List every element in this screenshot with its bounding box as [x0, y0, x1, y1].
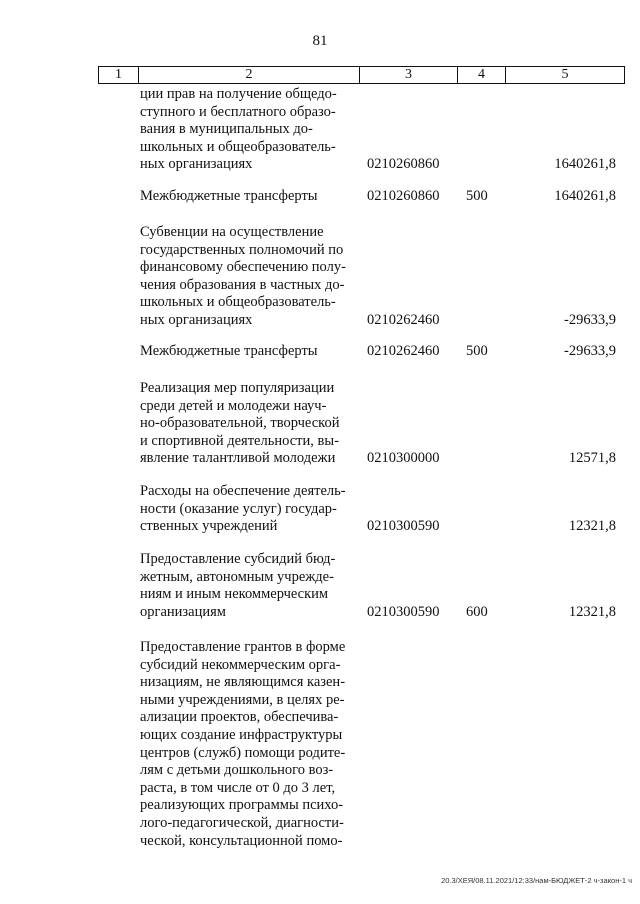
row-name-line: Субвенции на осуществление [140, 224, 324, 240]
row-name-line: организациям [140, 603, 226, 620]
row-amount: 12321,8 [568, 518, 616, 535]
row-amount: -29633,9 [564, 343, 616, 359]
row-name-line: и спортивной деятельности, вы- [140, 432, 339, 449]
row-name-line: ности (оказание услуг) государ- [140, 500, 337, 517]
row-code: 0210260860 [367, 188, 440, 204]
table-header-row [98, 66, 625, 84]
row-name-line: финансовому обеспечению полу- [140, 259, 346, 276]
row-name-line: вания в муниципальных до- [140, 121, 313, 138]
row-name-line: школьных и общеобразователь- [140, 294, 336, 311]
row-name-line: ных организациях [140, 311, 253, 328]
header-col-5: 5 [561, 67, 569, 82]
row-name-line: ных организациях [140, 156, 253, 173]
row-name-line: ными учреждениями, в целях ре- [140, 691, 345, 708]
row-name-line: среди детей и молодежи науч- [140, 397, 327, 414]
row-name [140, 380, 356, 468]
row-name [140, 86, 356, 174]
row-type: 600 [466, 603, 488, 620]
row-code: 0210262460 [367, 343, 440, 359]
row-name-line: лям с детьми дошкольного воз- [140, 762, 334, 779]
row-code: 0210300590 [367, 518, 440, 535]
row-type: 500 [466, 343, 488, 359]
row-amount: 12571,8 [568, 450, 616, 467]
row-name-line: ческой, консультационной помо- [140, 832, 343, 849]
row-name-line: ственных учреждений [140, 518, 278, 535]
row-name-line: ализации проектов, обеспечива- [140, 709, 339, 726]
row-amount: -29633,9 [564, 312, 616, 328]
row-name-line: но-образовательной, творческой [140, 415, 340, 432]
row-name [140, 224, 356, 330]
row-name-line: Предоставление грантов в форме [140, 639, 346, 655]
row-code: 0210262460 [367, 312, 440, 328]
row-name-line: государственных полномочий по [140, 241, 344, 258]
row-name-line: ниям и иным некоммерческим [140, 586, 329, 603]
page-number: 81 [312, 33, 328, 49]
row-code: 0210300590 [367, 603, 440, 620]
row-name-line: ющих создание инфраструктуры [140, 726, 343, 743]
row-amount: 1640261,8 [554, 156, 616, 173]
row-name-line: Реализация мер популяризации [140, 380, 335, 396]
row-type: 500 [466, 188, 488, 204]
row-name-line: Расходы на обеспечение деятель- [140, 483, 346, 499]
row-name-line: явление талантливой молодежи [140, 450, 336, 467]
row-name-line: низациям, не являющимся казен- [140, 674, 346, 691]
row-name [140, 188, 356, 206]
row-name-line: Межбюджетные трансферты [140, 188, 318, 204]
row-name-line: Межбюджетные трансферты [140, 343, 318, 359]
row-name [140, 551, 356, 621]
row-amount: 12321,8 [568, 603, 616, 620]
row-name-line: Предоставление субсидий бюд- [140, 551, 336, 567]
row-name-line: чения образования в частных до- [140, 276, 345, 293]
row-name-line: реализующих программы психо- [140, 797, 344, 814]
row-name-line: ступного и бесплатного образо- [140, 103, 336, 120]
row-name-line: субсидий некоммерческим орга- [140, 656, 341, 673]
header-col-2: 2 [139, 67, 360, 83]
header-col-1: 1 [99, 67, 139, 83]
row-name-line: жетным, автономным учрежде- [140, 568, 334, 585]
row-name-line: раста, в том числе от 0 до 3 лет, [140, 779, 336, 796]
row-name-line: школьных и общеобразователь- [140, 138, 336, 155]
row-name [140, 639, 356, 850]
row-code: 0210260860 [367, 156, 440, 173]
row-name-line: центров (служб) помощи родите- [140, 744, 346, 761]
row-amount: 1640261,8 [554, 188, 616, 204]
footer-stamp: 20.3/ХЕЯ/08.11.2021/12:33/нам-БЮДЖЕТ-2 ч-закон-1 ч [441, 876, 632, 885]
row-code: 0210300000 [367, 450, 440, 467]
row-name [140, 343, 356, 361]
row-name-line: лого-педагогической, диагности- [140, 814, 344, 831]
row-name-line: ции прав на получение общедо- [140, 86, 337, 102]
header-col-3: 3 [360, 67, 458, 83]
header-col-4: 4 [458, 67, 506, 83]
row-name [140, 483, 356, 536]
